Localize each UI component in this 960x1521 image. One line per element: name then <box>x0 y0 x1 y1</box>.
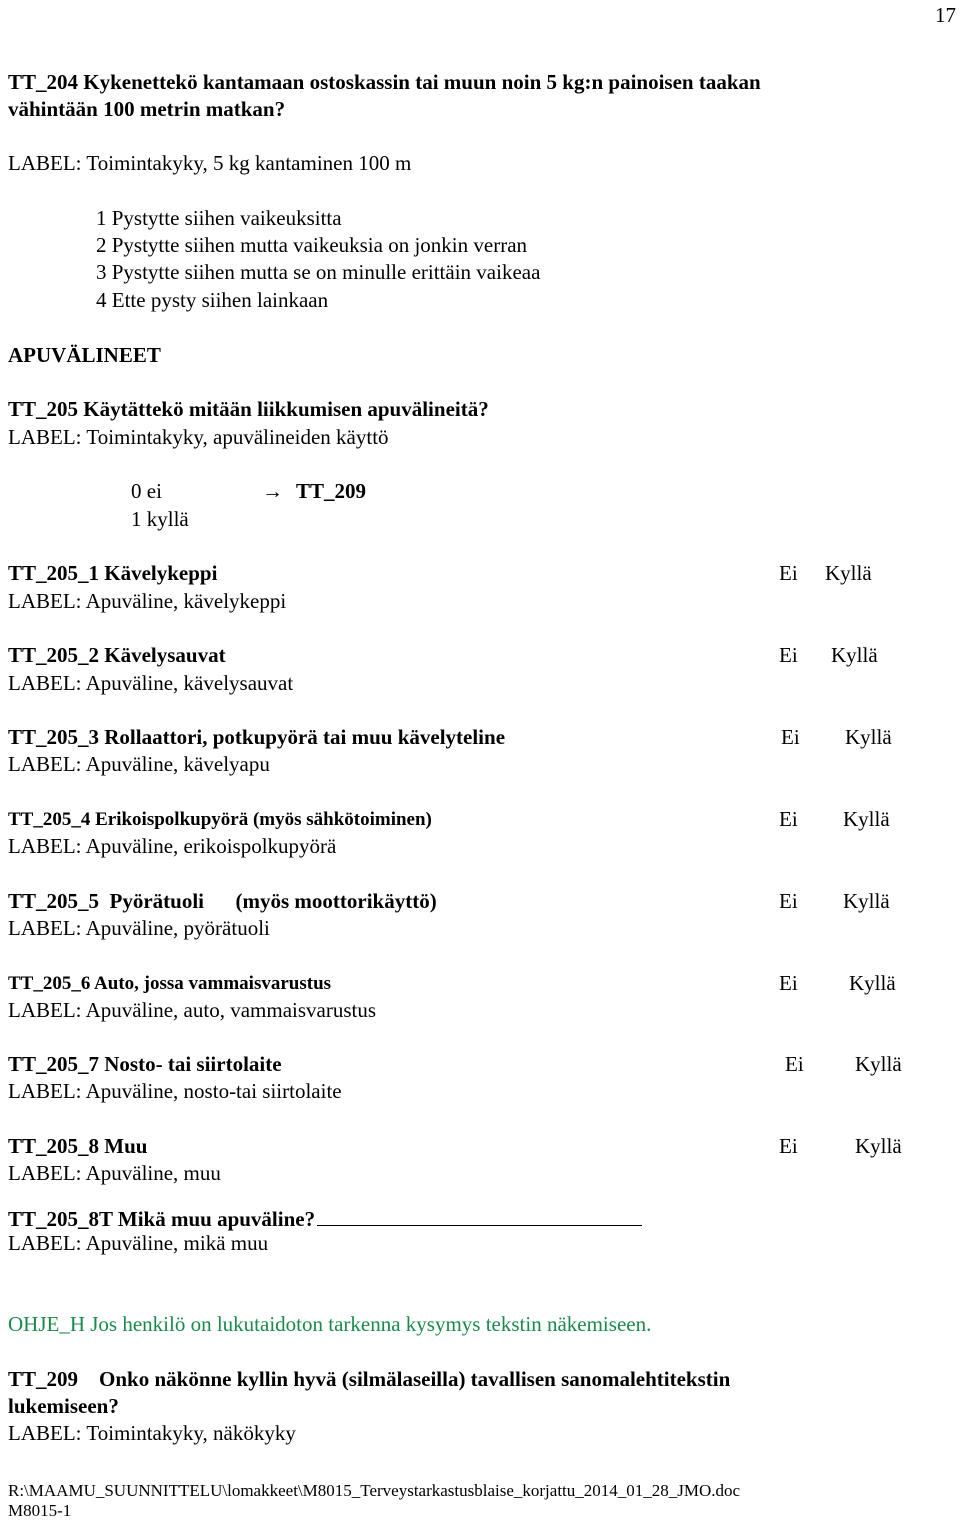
tt205-8t-question-text: TT_205_8T Mikä muu apuväline? <box>8 1207 316 1231</box>
tt209-label: LABEL: Toimintakyky, näkökyky <box>8 1421 296 1445</box>
tt205-8t-label: LABEL: Apuväline, mikä muu <box>8 1231 269 1255</box>
tt205-8t-question <box>8 1206 642 1233</box>
answer-kylla: Kyllä <box>855 1134 902 1158</box>
answer-kylla: Kyllä <box>849 971 896 995</box>
item-question: TT_205_8 Muu <box>8 1134 148 1158</box>
tt205-label: LABEL: Toimintakyky, apuvälineiden käyttö <box>8 425 389 449</box>
tt204-option-2: 2 Pystytte siihen mutta vaikeuksia on jonkin verran <box>96 233 528 257</box>
item-question: TT_205_2 Kävelysauvat <box>8 643 226 667</box>
tt204-option-1: 1 Pystytte siihen vaikeuksitta <box>96 206 342 230</box>
answer-ei: Ei <box>781 725 800 749</box>
item-label: LABEL: Apuväline, muu <box>8 1161 221 1185</box>
item-question: TT_205_4 Erikoispolkupyörä (myös sähkötoiminen) <box>8 809 432 830</box>
answer-kylla: Kyllä <box>843 889 890 913</box>
answer-ei: Ei <box>779 561 798 585</box>
answer-kylla: Kyllä <box>845 725 892 749</box>
tt204-option-4: 4 Ette pysty siihen lainkaan <box>96 288 329 312</box>
answer-ei: Ei <box>785 1052 804 1076</box>
tt205-question: TT_205 Käytättekö mitään liikkumisen apuvälineitä? <box>8 397 489 421</box>
tt204-label: LABEL: Toimintakyky, 5 kg kantaminen 100 m <box>8 151 412 175</box>
answer-ei: Ei <box>779 889 798 913</box>
answer-kylla: Kyllä <box>843 807 890 831</box>
item-label: LABEL: Apuväline, erikoispolkupyörä <box>8 834 337 858</box>
tt205-option-1: 1 kyllä <box>131 507 189 531</box>
item-question: TT_205_5 Pyörätuoli (myös moottorikäyttö) <box>8 889 437 913</box>
arrow-icon: → <box>262 479 283 503</box>
answer-kylla: Kyllä <box>825 561 872 585</box>
tt209-question-line1: TT_209 Onko näkönne kyllin hyvä (silmälaseilla) tavallisen sanomalehtitekstin <box>8 1367 731 1391</box>
tt204-question-line1: TT_204 Kykenettekö kantamaan ostoskassin tai muun noin 5 kg:n painoisen taakan <box>8 70 761 94</box>
tt205-option-0: 0 ei <box>131 479 162 503</box>
item-label: LABEL: Apuväline, kävelykeppi <box>8 589 287 613</box>
footer-code: M8015-1 <box>8 1501 72 1520</box>
answer-ei: Ei <box>779 643 798 667</box>
tt205-skip-target: TT_209 <box>296 479 367 503</box>
section-heading: APUVÄLINEET <box>8 343 161 367</box>
item-question: TT_205_3 Rollaattori, potkupyörä tai muu kävelyteline <box>8 725 506 749</box>
answer-ei: Ei <box>779 1134 798 1158</box>
answer-ei: Ei <box>779 807 798 831</box>
item-question: TT_205_6 Auto, jossa vammaisvarustus <box>8 973 332 994</box>
answer-blank-line[interactable] <box>317 1207 642 1226</box>
item-label: LABEL: Apuväline, pyörätuoli <box>8 916 270 940</box>
item-label: LABEL: Apuväline, kävelysauvat <box>8 671 294 695</box>
tt209-question-line2: lukemiseen? <box>8 1394 119 1418</box>
item-label: LABEL: Apuväline, kävelyapu <box>8 752 270 776</box>
answer-ei: Ei <box>779 971 798 995</box>
tt204-option-3: 3 Pystytte siihen mutta se on minulle erittäin vaikeaa <box>96 260 541 284</box>
item-label: LABEL: Apuväline, auto, vammaisvarustus <box>8 998 377 1022</box>
item-label: LABEL: Apuväline, nosto-tai siirtolaite <box>8 1079 342 1103</box>
page-number: 17 <box>935 3 956 27</box>
answer-kylla: Kyllä <box>831 643 878 667</box>
ohje-instruction: OHJE_H Jos henkilö on lukutaidoton tarkenna kysymys tekstin näkemiseen. <box>8 1312 652 1336</box>
item-question: TT_205_7 Nosto- tai siirtolaite <box>8 1052 282 1076</box>
footer-file-path: R:\MAAMU_SUUNNITTELU\lomakkeet\M8015_Terveystarkastusblaise_korjattu_2014_01_28_JMO.doc <box>8 1481 741 1500</box>
answer-kylla: Kyllä <box>855 1052 902 1076</box>
tt204-question-line2: vähintään 100 metrin matkan? <box>8 97 286 121</box>
item-question: TT_205_1 Kävelykeppi <box>8 561 218 585</box>
